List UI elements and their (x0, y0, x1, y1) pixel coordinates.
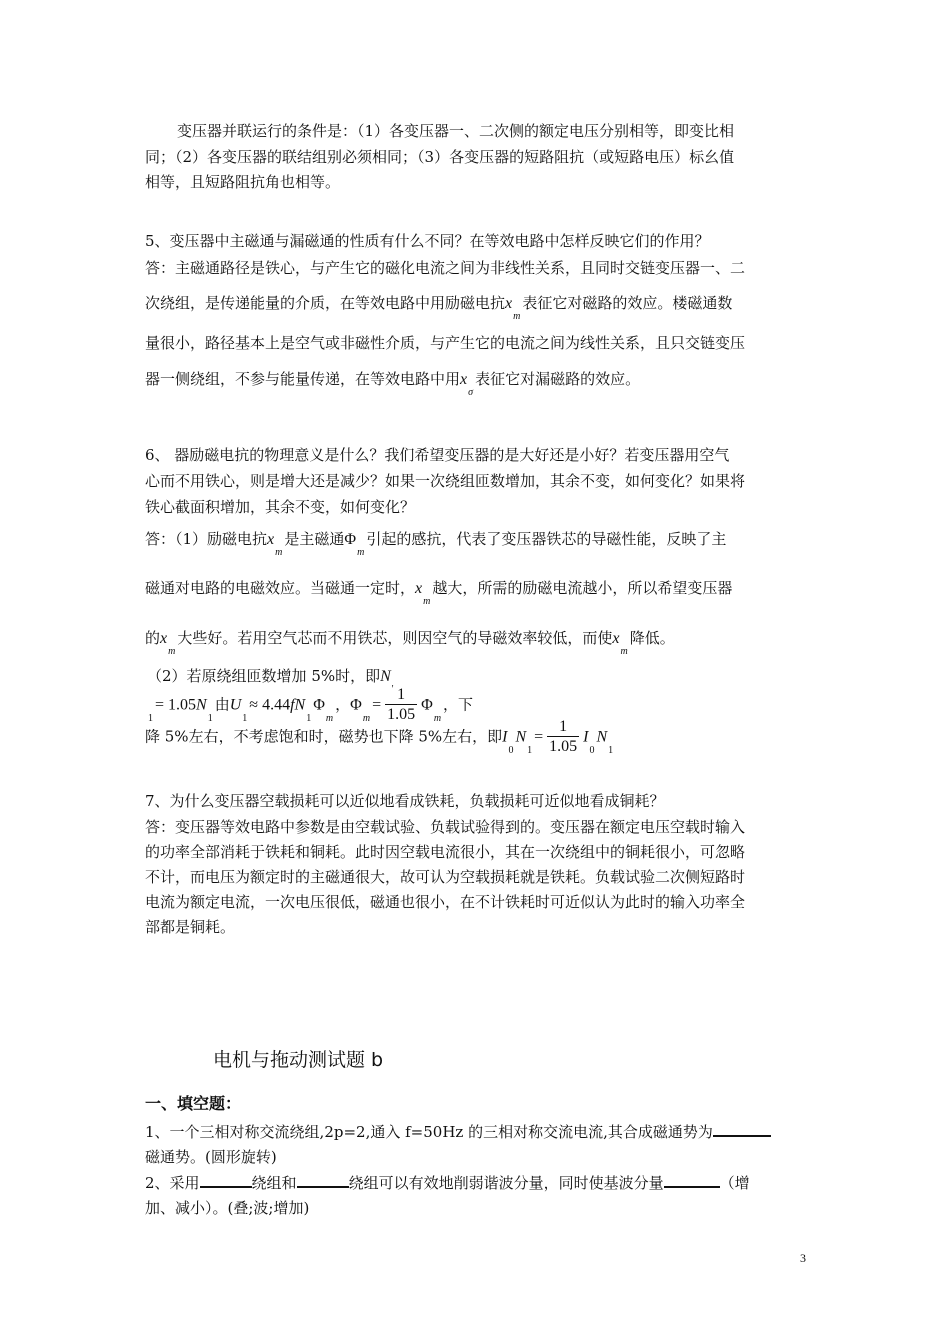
math-symbol: N (196, 696, 207, 714)
math-symbol: N (515, 728, 527, 746)
page-number: 3 (800, 1251, 806, 1265)
math-symbol: Φ (421, 696, 433, 714)
answer-line-equation (147, 665, 473, 725)
test-title: 电机与拖动测试题 b (213, 1049, 384, 1071)
math-subscript: m (513, 311, 521, 322)
math-operator: = (372, 696, 382, 714)
text-span: 降 5%左右，不考虑饱和时，磁势也下降 5%左右，即 (145, 727, 503, 746)
fraction (547, 718, 579, 757)
fraction-numerator: 1 (397, 686, 406, 703)
math-subscript: m (357, 547, 365, 558)
math-symbol: U (229, 696, 242, 714)
text-span: ，下 (443, 695, 474, 714)
math-subscript: 1 (148, 712, 153, 724)
math-symbol: Φ (344, 531, 357, 548)
math-subscript: m (362, 712, 371, 724)
text-span: 次绕组，是传递能量的介质，在等效电路中用励磁电抗 (145, 294, 506, 312)
math-subscript: ' (391, 684, 394, 695)
text-span: （增 (719, 1174, 750, 1192)
answer-blank (664, 1171, 720, 1188)
math-operator: ≈ 4.44 (249, 696, 291, 714)
fill-blank-line: 加、减小）。(叠;波;增加) (145, 1199, 310, 1217)
text-span: 的 (145, 629, 161, 647)
fraction-denominator: 1.05 (549, 738, 578, 755)
answer-line: 量很小，路径基本上是空气或非磁性介质，与产生它的电流之间为线性关系，且只交链变压 (145, 334, 746, 352)
question-6: 6、 器励磁电抗的物理意义是什么？我们希望变压器的是大好还是小好？若变压器用空气 (145, 446, 730, 464)
math-operator: = (534, 728, 544, 746)
text-span: 绕组和 (251, 1174, 297, 1192)
text-span: 答：（1）励磁电抗 (145, 530, 268, 548)
math-symbol: I (583, 728, 589, 746)
math-symbol: x (160, 630, 168, 647)
math-symbol: x (415, 580, 423, 597)
text-span: 越大，所需的励磁电流越小，所以希望变压器 (432, 579, 733, 597)
text-span: 由 (214, 695, 230, 714)
math-symbol: x (505, 295, 513, 312)
math-operator: = 1.05 (155, 696, 197, 714)
text-span: 大些好。若用空气芯而不用铁芯，则因空气的导磁效率较低，而使 (177, 629, 613, 647)
math-subscript: m (325, 712, 334, 724)
fill-blank-question (145, 1171, 750, 1193)
answer-line-equation (145, 718, 615, 757)
math-subscript: m (620, 646, 628, 657)
math-subscript: 0 (589, 744, 595, 756)
math-symbol: x (267, 531, 275, 548)
paragraph-line: 变压器并联运行的条件是：（1）各变压器一、二次侧的额定电压分别相等，即变比相 (177, 122, 735, 140)
text-span: 是主磁通 (284, 530, 345, 548)
fill-blank-question (145, 1120, 771, 1142)
fraction-denominator: 1.05 (387, 706, 416, 723)
text-span: 降低。 (629, 629, 675, 647)
text-span: 1、一个三相对称交流绕组,2p=2,通入 f=50Hz 的三相对称交流电流,其合成磁通势为 (145, 1123, 713, 1141)
math-subscript: m (423, 596, 431, 607)
math-symbol: fN (290, 696, 306, 714)
fraction-numerator: 1 (559, 718, 568, 735)
answer-line (145, 627, 675, 657)
answer-line (145, 528, 727, 558)
text-span: （2）若原绕组匝数增加 5%时，即 (147, 667, 381, 685)
math-symbol: N (380, 668, 391, 685)
math-symbol: Φ (313, 696, 325, 714)
text-span: 表征它对磁路的效应。楼磁通数 (522, 294, 733, 312)
section-heading: 一、填空题： (145, 1094, 242, 1113)
question-6-line: 铁心截面积增加，其余不变，如何变化？ (145, 498, 416, 516)
text-span: 表征它对漏磁路的效应。 (475, 370, 641, 388)
answer-line: 部都是铜耗。 (145, 918, 236, 936)
text-span: 绕组可以有效地削弱谐波分量，同时使基波分量 (348, 1174, 664, 1192)
text-span: 器一侧绕组，不参与能量传递，在等效电路中用 (145, 370, 461, 388)
answer-blank (297, 1171, 349, 1188)
math-subscript: 1 (242, 712, 248, 724)
math-subscript: m (433, 712, 442, 724)
question-5: 5、变压器中主磁通与漏磁通的性质有什么不同？在等效电路中怎样反映它们的作用？ (145, 232, 710, 250)
math-subscript: m (275, 547, 283, 558)
answer-line (145, 577, 733, 607)
math-subscript: 0 (508, 744, 514, 756)
answer-line: 答：变压器等效电路中参数是由空载试验、负载试验得到的。变压器在额定电压空载时输入 (145, 818, 746, 836)
answer-blank (713, 1120, 771, 1137)
question-6-line: 心而不用铁心，则是增大还是减少？如果一次绕组匝数增加，其余不变，如何变化？如果将 (145, 472, 746, 490)
text-span: ， (335, 695, 351, 714)
text-span: 磁通对电路的电磁效应。当磁通一定时， (145, 579, 416, 597)
answer-blank (200, 1171, 252, 1188)
math-symbol: I (502, 728, 508, 746)
answer-line: 的功率全部消耗于铁耗和铜耗。此时因空载电流很小，其在一次绕组中的铜耗很小，可忽略 (145, 843, 746, 861)
math-symbol: N (596, 728, 608, 746)
answer-line (145, 292, 733, 322)
answer-line: 电流为额定电流，一次电压很低，磁通也很小，在不计铁耗时可近似认为此时的输入功率全 (145, 893, 746, 911)
answer-line: 答：主磁通路径是铁心，与产生它的磁化电流之间为非线性关系，且同时交链变压器一、二 (145, 259, 746, 277)
text-span: 引起的感抗，代表了变压器铁芯的导磁性能，反映了主 (366, 530, 727, 548)
paragraph-line: 同；（2）各变压器的联结组别必须相同；（3）各变压器的短路阻抗（或短路电压）标幺值 (145, 148, 735, 166)
math-symbol: x (612, 630, 620, 647)
question-7: 7、为什么变压器空载损耗可以近似地看成铁耗，负载损耗可近似地看成铜耗？ (145, 792, 665, 810)
math-subscript: m (168, 646, 176, 657)
answer-line (145, 368, 641, 398)
math-symbol: x (460, 371, 468, 388)
math-subscript: 1 (306, 712, 312, 724)
math-subscript: 1 (608, 744, 614, 756)
math-subscript: 1 (527, 744, 533, 756)
paragraph-line: 相等，且短路阻抗角也相等。 (145, 173, 341, 191)
math-symbol: Φ (350, 696, 362, 714)
fill-blank-line: 磁通势。(圆形旋转) (145, 1148, 277, 1166)
math-subscript: σ (468, 387, 474, 398)
math-subscript: 1 (207, 712, 213, 724)
text-span: 2、采用 (145, 1174, 200, 1192)
answer-line: 不计，而电压为额定时的主磁通很大，故可认为空载损耗就是铁耗。负载试验二次侧短路时 (145, 868, 746, 886)
